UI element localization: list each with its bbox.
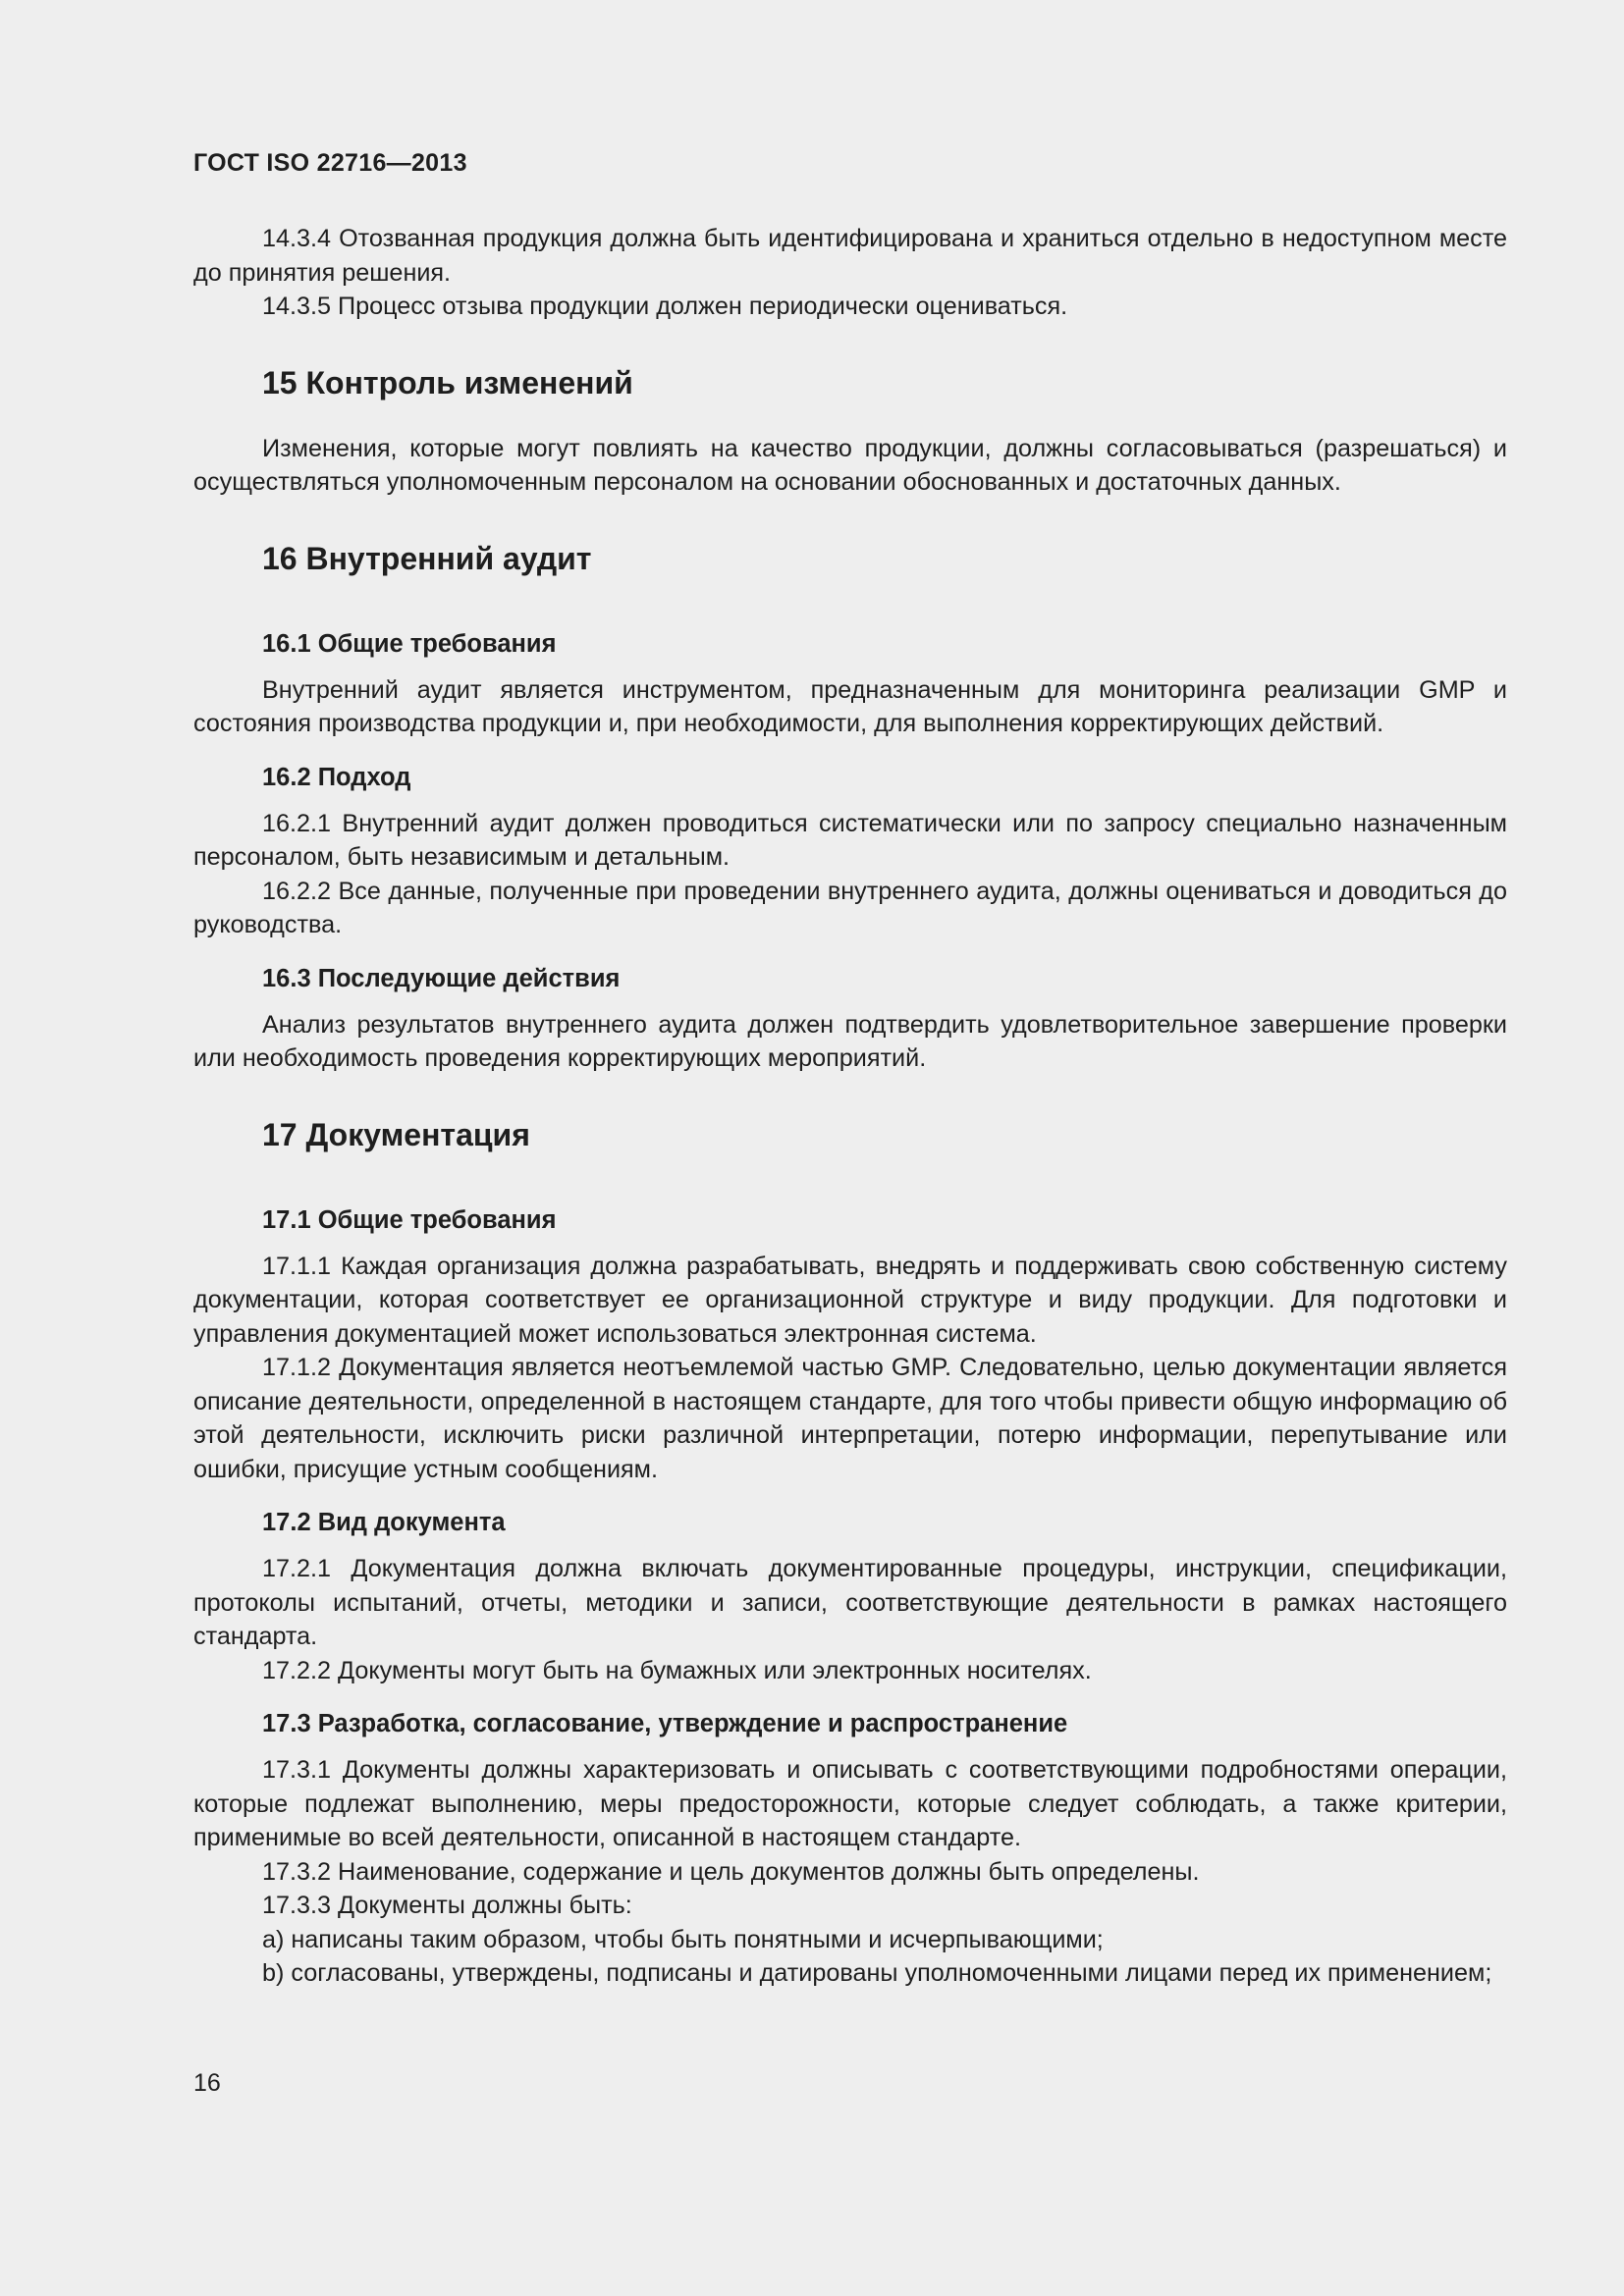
paragraph-16-1: Внутренний аудит является инструментом, предназначенным для мониторинга реализации GMP и состояния производства продукции и, при необходимости, для выполнения корректирующих действий.	[193, 675, 1507, 737]
subsection-heading-16-1: 16.1 Общие требования	[262, 629, 557, 658]
paragraph-14-3-4: 14.3.4 Отозванная продукция должна быть идентифицирована и храниться отдельно в недоступном месте до принятия решения.	[193, 225, 1507, 287]
page-number: 16	[193, 2069, 221, 2097]
section-heading-15: 15 Контроль изменений	[262, 364, 633, 400]
paragraph-16-2-1: 16.2.1 Внутренний аудит должен проводиться систематически или по запросу специально назначенным персоналом, быть независимым и детальным.	[193, 809, 1507, 871]
paragraph-17-2-2: 17.2.2 Документы могут быть на бумажных или электронных носителях.	[262, 1656, 1092, 1684]
paragraph-17-2-1: 17.2.1 Документация должна включать документированные процедуры, инструкции, спецификации, протоколы испытаний, отчеты, методики и записи, соответствующие деятельности в рамках настоящего стандарта.	[193, 1555, 1507, 1650]
paragraph-16-2-2: 16.2.2 Все данные, полученные при проведении внутреннего аудита, должны оцениваться и доводиться до руководства.	[193, 877, 1507, 938]
paragraph-17-3-3: 17.3.3 Документы должны быть:	[262, 1892, 632, 1919]
section-heading-16: 16 Внутренний аудит	[262, 540, 592, 576]
subsection-heading-17-1: 17.1 Общие требования	[262, 1205, 557, 1234]
list-item-b: b) согласованы, утверждены, подписаны и датированы уполномоченными лицами перед их применением;	[262, 1959, 1492, 1987]
paragraph-16-3: Анализ результатов внутреннего аудита должен подтвердить удовлетворительное завершение проверки или необходимость проведения корректирующих мероприятий.	[193, 1010, 1507, 1072]
document-body	[193, 222, 1507, 1991]
paragraph-17-3-1: 17.3.1 Документы должны характеризовать и описывать с соответствующими подробностями операции, которые подлежат выполнению, меры предосторожности, которые следует соблюдать, а также критерии, применимые во всей деятельности, описанной в настоящем стандарте.	[193, 1756, 1507, 1851]
paragraph-15: Изменения, которые могут повлиять на качество продукции, должны согласовываться (разрешаться) и осуществляться уполномоченным персоналом на основании обоснованных и достаточных данных.	[193, 434, 1507, 496]
subsection-heading-17-3: 17.3 Разработка, согласование, утверждение и распространение	[262, 1710, 1068, 1737]
list-item-a: a) написаны таким образом, чтобы быть понятными и исчерпывающими;	[262, 1925, 1104, 1953]
paragraph-17-1-1: 17.1.1 Каждая организация должна разрабатывать, внедрять и поддерживать свою собственную систему документации, которая соответствует ее организационной структуре и виду продукции. Для подготовки и управления документацией может использоваться электронная система.	[193, 1252, 1507, 1348]
paragraph-17-3-2: 17.3.2 Наименование, содержание и цель документов должны быть определены.	[262, 1857, 1200, 1886]
subsection-heading-17-2: 17.2 Вид документа	[262, 1509, 506, 1536]
subsection-heading-16-2: 16.2 Подход	[262, 763, 411, 791]
section-heading-17: 17 Документация	[262, 1116, 530, 1152]
paragraph-14-3-5: 14.3.5 Процесс отзыва продукции должен периодически оцениваться.	[262, 293, 1068, 320]
subsection-heading-16-3: 16.3 Последующие действия	[262, 964, 621, 992]
document-header: ГОСТ ISO 22716—2013	[193, 149, 467, 177]
paragraph-17-1-2: 17.1.2 Документация является неотъемлемой частью GMP. Следовательно, целью документации является описание деятельности, определенной в настоящем стандарте, для того чтобы привести общую информацию об этой деятельности, исключить риски различной интерпретации, потерю информации, перепутывание или ошибки, присущие устным сообщениям.	[193, 1354, 1507, 1483]
